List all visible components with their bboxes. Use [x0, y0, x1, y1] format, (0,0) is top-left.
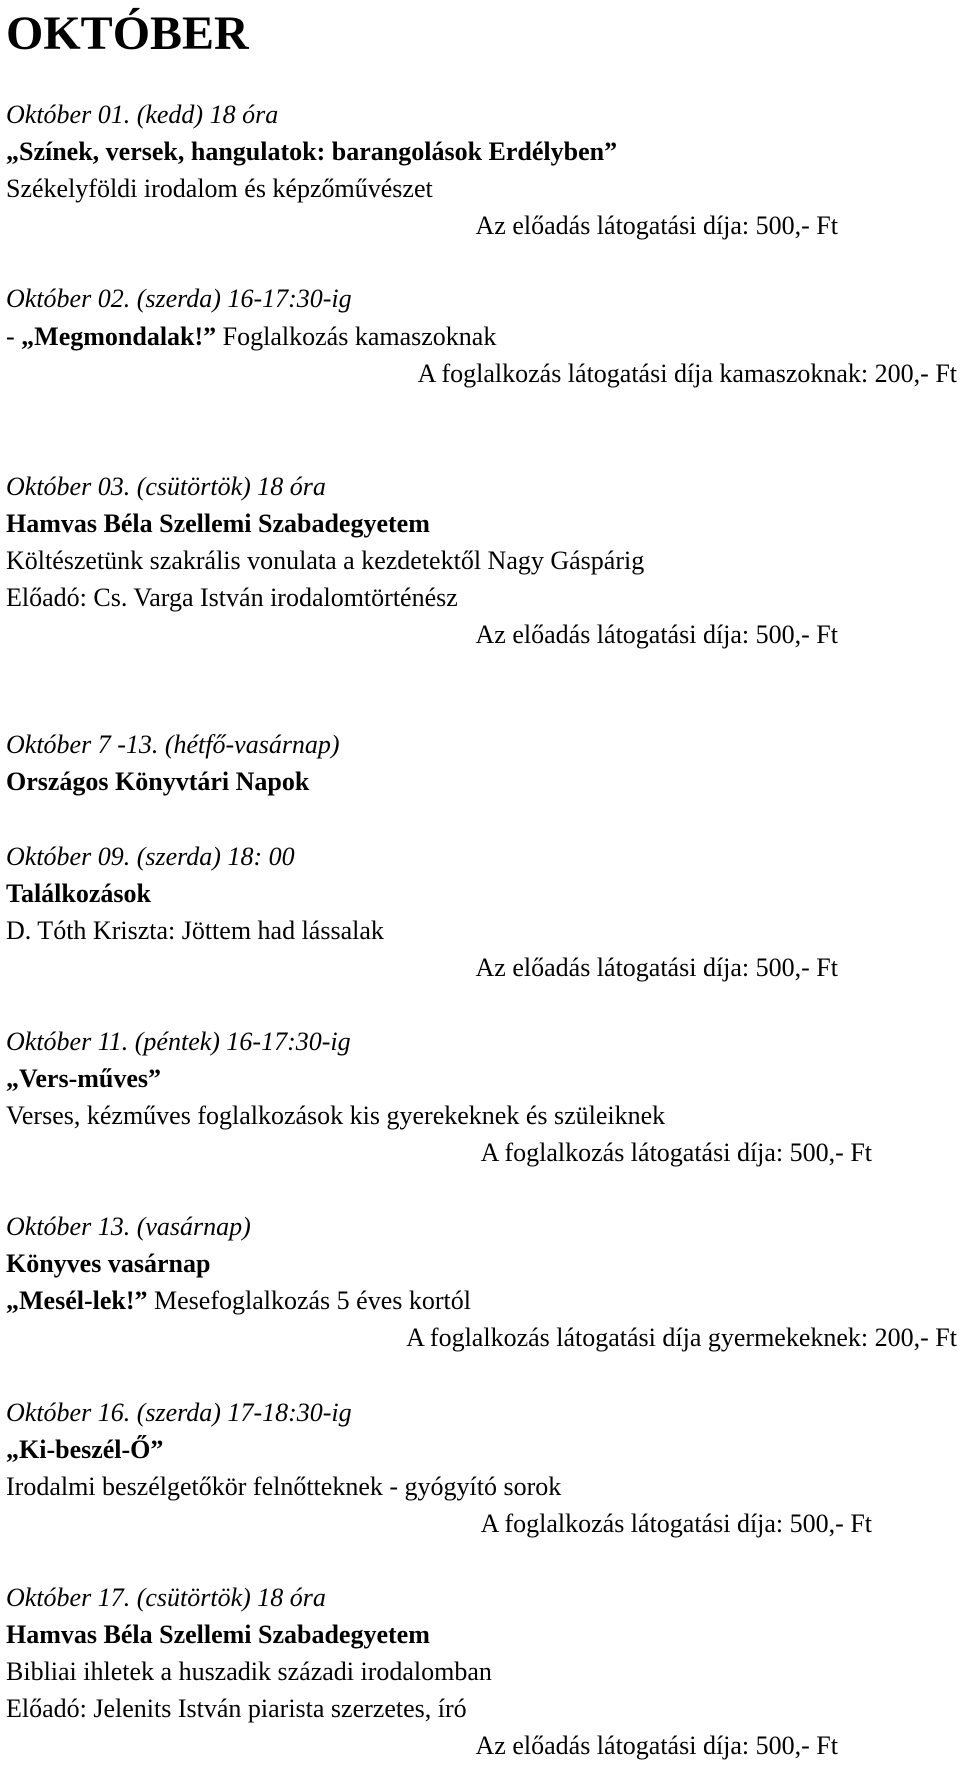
- event-description: Verses, kézműves foglalkozások kis gyerekeknek és szüleiknek: [6, 1101, 666, 1130]
- event-headline-suffix: Foglalkozás kamaszoknak: [216, 322, 497, 351]
- event-headline: „Megmondalak!”: [21, 322, 217, 351]
- event-prefix: -: [6, 322, 22, 351]
- event-description: Székelyföldi irodalom és képzőművészet: [6, 174, 433, 203]
- event-description: D. Tóth Kriszta: Jöttem had lássalak: [6, 916, 384, 945]
- event-speaker: Előadó: Cs. Varga István irodalomtörténész: [6, 583, 458, 612]
- event-fee: Az előadás látogatási díja: 500,- Ft: [475, 1731, 838, 1760]
- event-headline: „Vers-műves”: [6, 1064, 162, 1093]
- event-date: Október 16. (szerda) 17-18:30-ig: [6, 1398, 352, 1427]
- event-date: Október 01. (kedd) 18 óra: [6, 100, 279, 129]
- event-date: Október 7 -13. (hétfő-vasárnap): [6, 730, 340, 759]
- event-fee: A foglalkozás látogatási díja: 500,- Ft: [480, 1509, 872, 1538]
- event-fee: Az előadás látogatási díja: 500,- Ft: [475, 620, 838, 649]
- page-title: OKTÓBER: [6, 7, 249, 60]
- event-fee: A foglalkozás látogatási díja gyermekeknek: 200,- Ft: [406, 1323, 957, 1352]
- event-description: Irodalmi beszélgetőkör felnőtteknek - gyógyító sorok: [6, 1472, 562, 1501]
- event-subheadline-suffix: Mesefoglalkozás 5 éves kortól: [147, 1286, 471, 1315]
- event-fee: A foglalkozás látogatási díja: 500,- Ft: [480, 1138, 872, 1167]
- event-subheadline-line: [6, 1286, 954, 1316]
- event-headline: Találkozások: [6, 879, 151, 908]
- event-headline: „Ki-beszél-Ő”: [6, 1435, 164, 1464]
- event-date: Október 11. (péntek) 16-17:30-ig: [6, 1027, 351, 1056]
- event-headline: „Színek, versek, hangulatok: barangolások Erdélyben”: [6, 137, 618, 166]
- event-headline: Hamvas Béla Szellemi Szabadegyetem: [6, 1620, 430, 1649]
- event-headline-line: [6, 322, 954, 352]
- event-date: Október 17. (csütörtök) 18 óra: [6, 1583, 326, 1612]
- event-subheadline: „Mesél-lek!”: [6, 1286, 148, 1315]
- event-headline: Könyves vasárnap: [6, 1249, 211, 1278]
- event-description: Költészetünk szakrális vonulata a kezdetektől Nagy Gáspárig: [6, 546, 645, 575]
- event-description: Bibliai ihletek a huszadik századi irodalomban: [6, 1657, 492, 1686]
- event-date: Október 03. (csütörtök) 18 óra: [6, 472, 326, 501]
- event-date: Október 02. (szerda) 16-17:30-ig: [6, 284, 352, 313]
- event-date: Október 09. (szerda) 18: 00: [6, 842, 295, 871]
- event-headline: Hamvas Béla Szellemi Szabadegyetem: [6, 509, 430, 538]
- event-speaker: Előadó: Jelenits István piarista szerzetes, író: [6, 1694, 467, 1723]
- event-fee: Az előadás látogatási díja: 500,- Ft: [475, 953, 838, 982]
- event-fee: A foglalkozás látogatási díja kamaszoknak: 200,- Ft: [417, 359, 957, 388]
- event-fee: Az előadás látogatási díja: 500,- Ft: [475, 211, 838, 240]
- event-date: Október 13. (vasárnap): [6, 1212, 251, 1241]
- event-headline: Országos Könyvtári Napok: [6, 767, 310, 796]
